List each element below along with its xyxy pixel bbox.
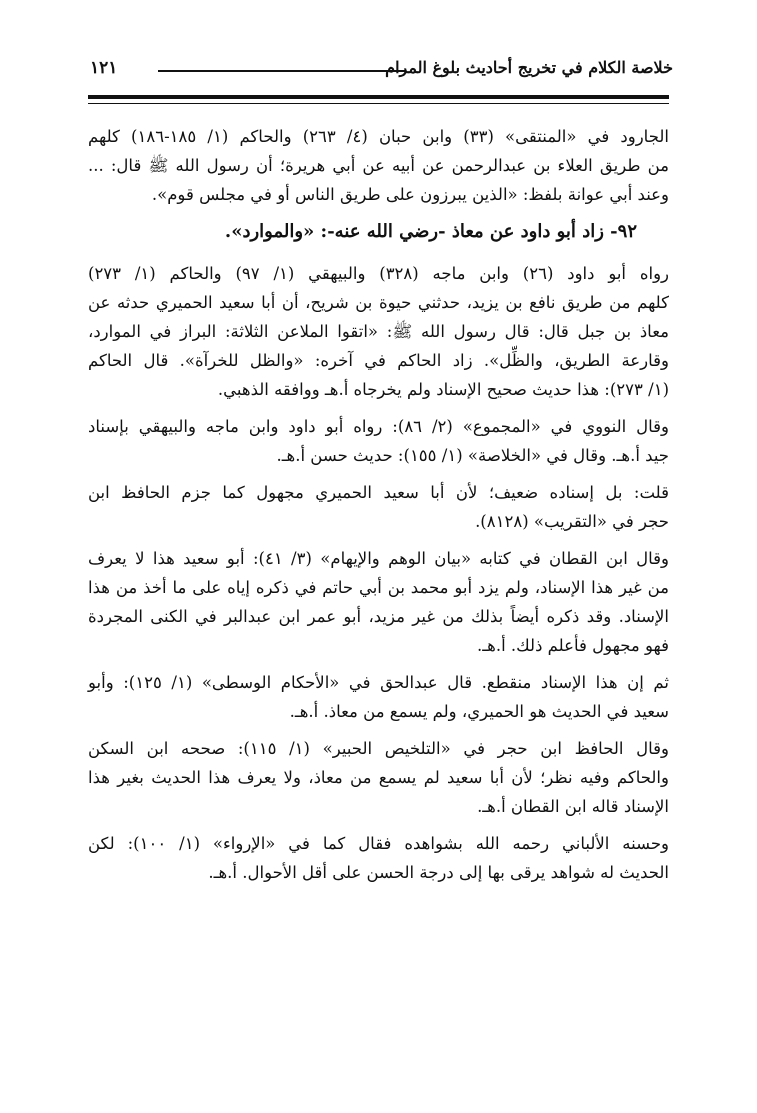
page-body (88, 122, 669, 895)
text-line: الإسناد قاله ابن القطان أ.هـ. (477, 797, 669, 816)
hadith-heading (88, 217, 637, 247)
header-rule (158, 70, 405, 72)
text-line: حجر في «التقريب» (٨١٢٨). (475, 512, 669, 531)
body-paragraph (88, 734, 669, 821)
running-header-title: خلاصة الكلام في تخريج أحاديث بلوغ المرام (385, 58, 673, 77)
body-paragraph (88, 259, 669, 404)
text-line: كلهم من طريق نافع بن يزيد، حدثني حيوة بن شريح، أن أبا سعيد الحميري حدثه عن (88, 293, 669, 312)
text-line: قلت: بل إسناده ضعيف؛ لأن أبا سعيد الحميري مجهول كما جزم الحافظ ابن (88, 483, 669, 502)
text-line: الجارود في «المنتقى» (٣٣) وابن حبان (٤/ ٢٦٣) والحاكم (١/ ١٨٥-١٨٦) كلهم (88, 127, 669, 146)
text-line: وقال النووي في «المجموع» (٢/ ٨٦): رواه أبو داود وابن ماجه والبيهقي بإسناد (88, 417, 670, 436)
text-line: ثم إن هذا الإسناد منقطع. قال عبدالحق في «الأحكام الوسطى» (١/ ١٢٥): وأبو (88, 673, 669, 692)
body-paragraph (88, 478, 669, 536)
body-paragraph (88, 412, 669, 470)
text-line: الإسناد. وقد ذكره أيضاً بذلك من غير مزيد، أبو عمر ابن عبدالبر في الكنى المجردة (88, 607, 669, 626)
text-line: وقارعة الطريق، والظِّل». زاد الحاكم في آخره: «والظل للخرآة». قال الحاكم (88, 351, 669, 370)
body-paragraph (88, 829, 669, 887)
text-line: من طريق العلاء بن عبدالرحمن عن أبيه عن أبي هريرة؛ أن رسول الله ﷺ قال: ... (88, 156, 669, 175)
text-line: جيد أ.هـ. وقال في «الخلاصة» (١/ ١٥٥): حديث حسن أ.هـ. (276, 446, 669, 465)
header-divider-thick (88, 95, 669, 99)
text-line: من غير هذا الإسناد، ولم يزد أبو محمد بن أبي حاتم في ذكره إياه على ما أخذ من هذا (88, 578, 669, 597)
text-line: وقال ابن القطان في كتابه «بيان الوهم والإيهام» (٣/ ٤١): أبو سعيد هذا لا يعرف (88, 549, 669, 568)
body-paragraph (88, 122, 669, 209)
text-line: الحديث له شواهد يرقى بها إلى درجة الحسن على أقل الأحوال. أ.هـ. (208, 863, 669, 882)
text-line: (١/ ٢٧٣): هذا حديث صحيح الإسناد ولم يخرجاه أ.هـ ووافقه الذهبي. (217, 380, 669, 399)
text-line: وقال الحافظ ابن حجر في «التلخيص الحبير» (١/ ١١٥): صححه ابن السكن (88, 739, 669, 758)
text-line: رواه أبو داود (٢٦) وابن ماجه (٣٢٨) والبيهقي (١/ ٩٧) والحاكم (١/ ٢٧٣) (88, 264, 669, 283)
header-divider-thin (88, 103, 669, 104)
body-paragraph (88, 544, 669, 660)
text-line: سعيد في الحديث هو الحميري، ولم يسمع من معاذ. أ.هـ. (289, 702, 669, 721)
running-header (90, 58, 673, 88)
text-line: والحاكم وفيه نظر؛ لأن أبا سعيد لم يسمع من معاذ، ولا يعرف هذا الحديث بغير هذا (88, 768, 669, 787)
page-number: ١٢١ (90, 58, 118, 78)
body-paragraph (88, 668, 669, 726)
text-line: معاذ بن جبل قال: قال رسول الله ﷺ: «اتقوا الملاعن الثلاثة: البراز في الموارد، (88, 322, 669, 341)
text-line: وعند أبي عوانة بلفظ: «الذين يبرزون على طريق الناس أو في مجلس قوم». (151, 185, 669, 204)
text-line: فهو مجهول فأعلم ذلك. أ.هـ. (477, 636, 669, 655)
text-line: وحسنه الألباني رحمه الله بشواهده فقال كما في «الإرواء» (١/ ١٠٠): لكن (88, 834, 670, 853)
text-line: ٩٢- زاد أبو داود عن معاذ -رضي الله عنه-: «والموارد». (224, 221, 637, 242)
